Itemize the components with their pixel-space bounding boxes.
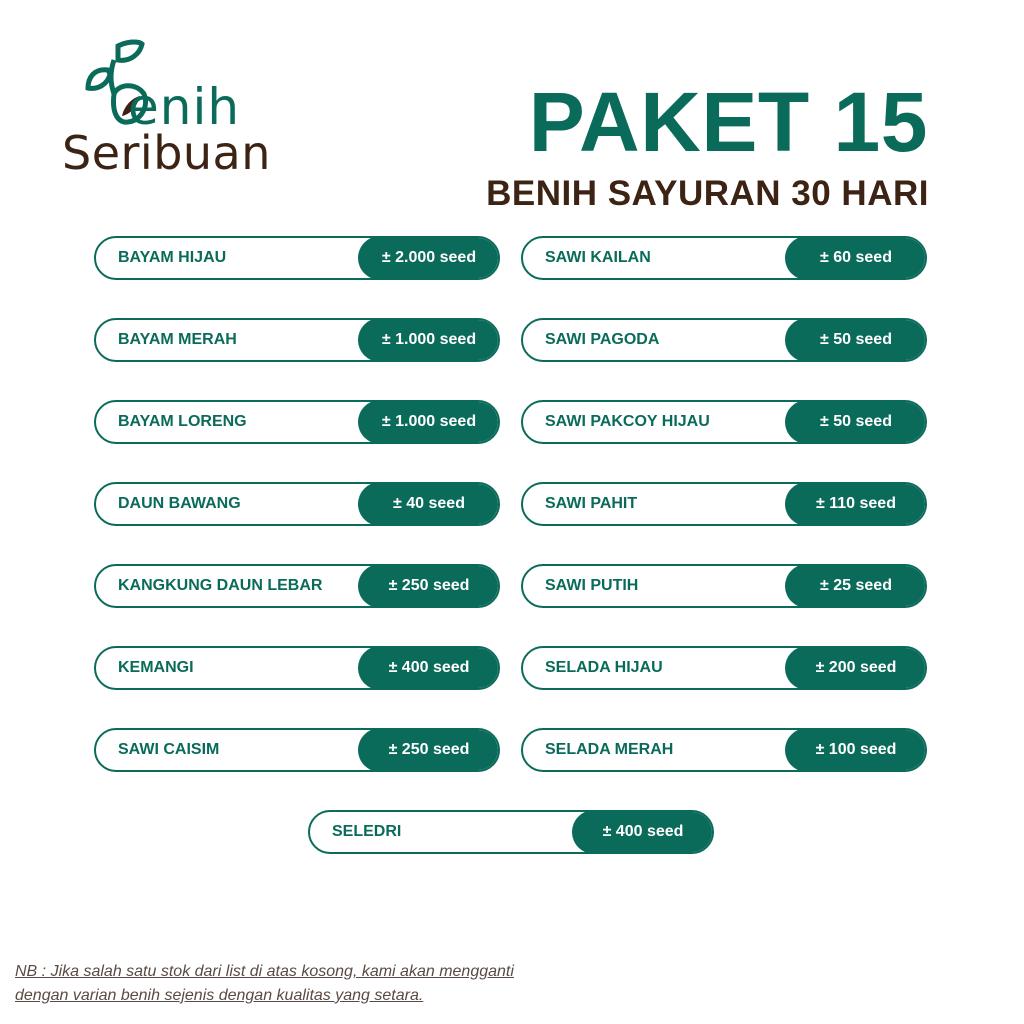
seed-item bbox=[521, 482, 927, 526]
seed-item bbox=[94, 236, 500, 280]
seed-item bbox=[94, 482, 500, 526]
seed-count-badge: ± 200 seed bbox=[785, 646, 927, 690]
seed-name: KANGKUNG DAUN LEBAR bbox=[118, 577, 323, 594]
seed-count-badge: ± 110 seed bbox=[785, 482, 927, 526]
seed-item bbox=[94, 318, 500, 362]
seed-count-badge: ± 400 seed bbox=[358, 646, 500, 690]
seed-count-badge: ± 1.000 seed bbox=[358, 400, 500, 444]
seed-count-badge: ± 50 seed bbox=[785, 400, 927, 444]
seed-count-badge: ± 25 seed bbox=[785, 564, 927, 608]
seed-name: SAWI KAILAN bbox=[545, 249, 651, 266]
seed-item bbox=[521, 564, 927, 608]
brand-word-seribuan: Seribuan bbox=[62, 126, 271, 180]
seed-count-badge: ± 400 seed bbox=[572, 810, 714, 854]
brand-logo bbox=[62, 38, 272, 178]
seed-item bbox=[94, 728, 500, 772]
seed-item bbox=[521, 318, 927, 362]
seed-name: SAWI PAGODA bbox=[545, 331, 660, 348]
seed-name: SELADA HIJAU bbox=[545, 659, 663, 676]
seed-count-badge: ± 60 seed bbox=[785, 236, 927, 280]
seed-name: SELEDRI bbox=[332, 823, 402, 840]
seed-count-badge: ± 1.000 seed bbox=[358, 318, 500, 362]
seed-name: DAUN BAWANG bbox=[118, 495, 241, 512]
seed-count-badge: ± 250 seed bbox=[358, 728, 500, 772]
page-title: PAKET 15 bbox=[528, 75, 928, 169]
seed-count-badge: ± 50 seed bbox=[785, 318, 927, 362]
seed-name: KEMANGI bbox=[118, 659, 194, 676]
seed-item bbox=[521, 236, 927, 280]
seed-count-badge: ± 100 seed bbox=[785, 728, 927, 772]
seed-name: SAWI PUTIH bbox=[545, 577, 639, 594]
seed-item bbox=[521, 728, 927, 772]
footnote-line-1: NB : Jika salah satu stok dari list di atas kosong, kami akan mengganti bbox=[15, 963, 514, 980]
footnote bbox=[15, 960, 514, 1008]
seed-name: SAWI CAISIM bbox=[118, 741, 220, 758]
seed-count-badge: ± 250 seed bbox=[358, 564, 500, 608]
page-subtitle: BENIH SAYURAN 30 HARI bbox=[486, 174, 929, 213]
seed-name: BAYAM HIJAU bbox=[118, 249, 227, 266]
seed-count-badge: ± 40 seed bbox=[358, 482, 500, 526]
footnote-line-2: dengan varian benih sejenis dengan kualitas yang setara. bbox=[15, 987, 424, 1004]
brand-word-benih: enih bbox=[128, 78, 241, 136]
seed-item bbox=[521, 646, 927, 690]
seed-name: SAWI PAHIT bbox=[545, 495, 638, 512]
seed-item bbox=[94, 564, 500, 608]
seed-item bbox=[521, 400, 927, 444]
seed-name: SAWI PAKCOY HIJAU bbox=[545, 413, 710, 430]
seed-item bbox=[94, 646, 500, 690]
seed-item bbox=[94, 400, 500, 444]
seed-name: SELADA MERAH bbox=[545, 741, 674, 758]
seed-name: BAYAM LORENG bbox=[118, 413, 247, 430]
seed-name: BAYAM MERAH bbox=[118, 331, 237, 348]
seed-item bbox=[308, 810, 714, 854]
seed-count-badge: ± 2.000 seed bbox=[358, 236, 500, 280]
